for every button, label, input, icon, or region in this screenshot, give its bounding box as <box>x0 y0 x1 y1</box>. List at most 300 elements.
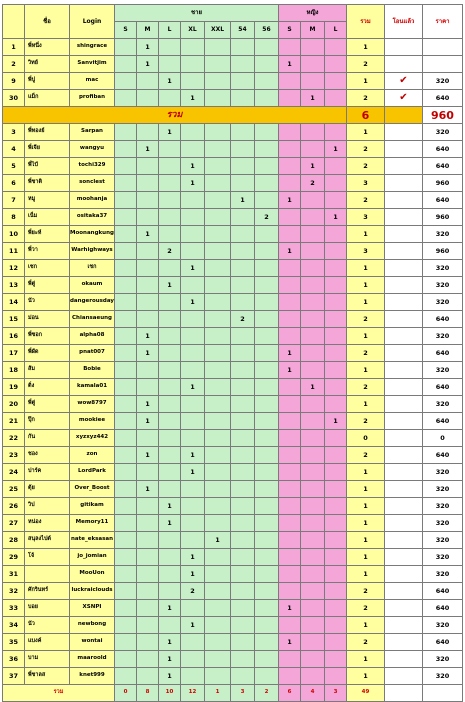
male-qty <box>204 498 230 515</box>
row-price: 960 <box>422 209 462 226</box>
row-name: หมู <box>25 192 70 209</box>
row-total: 1 <box>346 328 384 345</box>
female-qty: 1 <box>324 141 346 158</box>
male-qty <box>254 345 278 362</box>
female-qty <box>300 124 324 141</box>
male-qty <box>158 175 180 192</box>
subtotal-blank <box>384 107 422 124</box>
female-qty <box>300 481 324 498</box>
row-name: พี่เจีย <box>25 141 70 158</box>
female-qty <box>278 277 300 294</box>
male-qty: 1 <box>230 192 254 209</box>
row-price: 320 <box>422 277 462 294</box>
male-qty <box>254 396 278 413</box>
male-qty: 1 <box>136 345 158 362</box>
male-qty <box>180 243 204 260</box>
row-no: 21 <box>3 413 25 430</box>
female-qty: 1 <box>300 379 324 396</box>
row-price: 640 <box>422 413 462 430</box>
row-total: 3 <box>346 175 384 192</box>
male-qty <box>254 124 278 141</box>
female-qty <box>324 175 346 192</box>
row-no: 23 <box>3 447 25 464</box>
row-no: 6 <box>3 175 25 192</box>
row-name: ศักรินทร์ <box>25 583 70 600</box>
paid-check <box>384 532 422 549</box>
male-qty <box>230 583 254 600</box>
male-qty: 1 <box>180 549 204 566</box>
female-qty <box>324 345 346 362</box>
row-login: okaum <box>70 277 115 294</box>
male-qty <box>180 430 204 447</box>
row-total: 1 <box>346 668 384 685</box>
table-row <box>3 464 463 481</box>
male-qty <box>114 243 136 260</box>
female-qty <box>300 209 324 226</box>
male-qty <box>254 90 278 107</box>
female-qty <box>324 617 346 634</box>
paid-check <box>384 634 422 651</box>
row-no: 36 <box>3 651 25 668</box>
female-qty <box>278 515 300 532</box>
male-qty <box>158 311 180 328</box>
row-login: Memory11 <box>70 515 115 532</box>
male-qty <box>158 260 180 277</box>
male-qty <box>114 498 136 515</box>
male-qty: 1 <box>180 617 204 634</box>
header-female-size: L <box>324 22 346 39</box>
male-qty <box>204 226 230 243</box>
paid-check <box>384 600 422 617</box>
header-no <box>3 5 25 39</box>
female-qty <box>278 158 300 175</box>
male-qty <box>136 90 158 107</box>
male-qty <box>158 39 180 56</box>
row-name: พี่ตู่ <box>25 396 70 413</box>
row-price: 320 <box>422 124 462 141</box>
header-name: ชื่อ <box>25 5 70 39</box>
row-name: พี่ปู <box>25 73 70 90</box>
male-qty <box>204 56 230 73</box>
row-price: 640 <box>422 158 462 175</box>
row-no: 24 <box>3 464 25 481</box>
row-login: xyzxyz442 <box>70 430 115 447</box>
female-qty <box>300 73 324 90</box>
table-row <box>3 141 463 158</box>
row-price: 960 <box>422 175 462 192</box>
male-qty <box>254 260 278 277</box>
footer-male-sum: 8 <box>136 685 158 702</box>
male-qty: 1 <box>158 124 180 141</box>
female-qty <box>300 532 324 549</box>
female-qty <box>324 549 346 566</box>
female-qty <box>324 379 346 396</box>
female-qty <box>300 464 324 481</box>
male-qty <box>254 651 278 668</box>
row-name: บาม <box>25 651 70 668</box>
male-qty <box>114 328 136 345</box>
male-qty <box>254 617 278 634</box>
female-qty <box>300 260 324 277</box>
female-qty <box>324 532 346 549</box>
paid-check <box>384 311 422 328</box>
male-qty <box>230 447 254 464</box>
row-price: 320 <box>422 294 462 311</box>
row-no: 35 <box>3 634 25 651</box>
table-row <box>3 90 463 107</box>
female-qty <box>278 583 300 600</box>
male-qty <box>114 73 136 90</box>
male-qty <box>204 413 230 430</box>
row-price: 640 <box>422 90 462 107</box>
male-qty <box>114 566 136 583</box>
male-qty <box>136 73 158 90</box>
female-qty <box>300 430 324 447</box>
female-qty <box>324 56 346 73</box>
footer-male-sum: 10 <box>158 685 180 702</box>
female-qty <box>278 226 300 243</box>
row-name: ติ่ง <box>25 379 70 396</box>
male-qty <box>136 243 158 260</box>
row-total: 1 <box>346 277 384 294</box>
row-name: ม่อน <box>25 311 70 328</box>
table-row <box>3 651 463 668</box>
male-qty <box>230 277 254 294</box>
male-qty: 1 <box>136 447 158 464</box>
male-qty <box>114 362 136 379</box>
male-qty <box>254 379 278 396</box>
male-qty <box>158 447 180 464</box>
footer-female-sum: 4 <box>300 685 324 702</box>
male-qty <box>158 226 180 243</box>
table-row <box>3 209 463 226</box>
paid-check <box>384 243 422 260</box>
row-login: tochi329 <box>70 158 115 175</box>
female-qty <box>324 464 346 481</box>
male-qty <box>204 345 230 362</box>
row-login: mookiee <box>70 413 115 430</box>
row-price: 640 <box>422 379 462 396</box>
footer-total: 49 <box>346 685 384 702</box>
male-qty <box>114 617 136 634</box>
male-qty <box>180 498 204 515</box>
male-qty <box>114 90 136 107</box>
male-qty <box>136 583 158 600</box>
row-price: 320 <box>422 328 462 345</box>
row-price: 640 <box>422 600 462 617</box>
female-qty <box>300 447 324 464</box>
female-qty <box>324 634 346 651</box>
row-no: 32 <box>3 583 25 600</box>
footer-male-sum: 0 <box>114 685 136 702</box>
male-qty <box>114 413 136 430</box>
row-no: 17 <box>3 345 25 362</box>
male-qty <box>114 39 136 56</box>
row-total: 2 <box>346 413 384 430</box>
male-qty <box>180 651 204 668</box>
row-name: พี่ซอก <box>25 328 70 345</box>
male-qty: 2 <box>230 311 254 328</box>
male-qty <box>204 464 230 481</box>
row-name: เน็ม <box>25 209 70 226</box>
male-qty <box>254 243 278 260</box>
female-qty <box>324 243 346 260</box>
row-login: knet999 <box>70 668 115 685</box>
female-qty <box>324 39 346 56</box>
row-login: shingrace <box>70 39 115 56</box>
table-row <box>3 515 463 532</box>
row-no: 29 <box>3 549 25 566</box>
male-qty <box>230 379 254 396</box>
table-row <box>3 243 463 260</box>
male-qty <box>114 583 136 600</box>
male-qty <box>230 294 254 311</box>
female-qty <box>324 362 346 379</box>
male-qty <box>180 277 204 294</box>
female-qty <box>324 226 346 243</box>
female-qty <box>324 396 346 413</box>
row-no: 9 <box>3 73 25 90</box>
row-name <box>25 566 70 583</box>
male-qty <box>254 277 278 294</box>
row-login: Bobie <box>70 362 115 379</box>
male-qty <box>180 481 204 498</box>
male-qty <box>114 430 136 447</box>
male-qty: 1 <box>136 328 158 345</box>
male-qty <box>114 549 136 566</box>
male-qty: 1 <box>180 294 204 311</box>
male-qty <box>230 549 254 566</box>
row-price: 320 <box>422 396 462 413</box>
male-qty <box>158 328 180 345</box>
male-qty <box>254 549 278 566</box>
male-qty <box>136 532 158 549</box>
table-row <box>3 192 463 209</box>
male-qty <box>204 277 230 294</box>
footer-female-sum: 3 <box>324 685 346 702</box>
footer-price <box>422 685 462 702</box>
row-no: 19 <box>3 379 25 396</box>
male-qty <box>136 124 158 141</box>
row-login: Warhighways <box>70 243 115 260</box>
female-qty <box>278 141 300 158</box>
row-total: 1 <box>346 651 384 668</box>
row-login: Sarpan <box>70 124 115 141</box>
header-login: Login <box>70 5 115 39</box>
male-qty <box>230 396 254 413</box>
male-qty <box>114 175 136 192</box>
row-no: 37 <box>3 668 25 685</box>
male-qty <box>254 39 278 56</box>
paid-check <box>384 617 422 634</box>
male-qty <box>136 379 158 396</box>
male-qty: 2 <box>254 209 278 226</box>
male-qty <box>136 668 158 685</box>
row-no: 8 <box>3 209 25 226</box>
header-paid: โอนแล้ว <box>384 5 422 39</box>
row-total: 2 <box>346 600 384 617</box>
female-qty: 2 <box>300 175 324 192</box>
row-price: 960 <box>422 243 462 260</box>
male-qty <box>136 464 158 481</box>
female-qty <box>324 311 346 328</box>
male-qty <box>158 345 180 362</box>
male-qty <box>230 345 254 362</box>
row-name: เชก <box>25 260 70 277</box>
row-name: พี่ตู่ <box>25 277 70 294</box>
male-qty <box>136 158 158 175</box>
male-qty <box>230 158 254 175</box>
subtotal-price: 960 <box>422 107 462 124</box>
male-qty <box>114 56 136 73</box>
female-qty: 1 <box>278 192 300 209</box>
row-login: luckraiclouds <box>70 583 115 600</box>
female-qty: 1 <box>324 413 346 430</box>
male-qty: 1 <box>204 532 230 549</box>
row-price: 640 <box>422 447 462 464</box>
paid-check <box>384 226 422 243</box>
row-name: วิป <box>25 498 70 515</box>
male-qty <box>114 515 136 532</box>
table-row <box>3 328 463 345</box>
footer-male-sum: 12 <box>180 685 204 702</box>
paid-check <box>384 566 422 583</box>
male-qty <box>230 260 254 277</box>
row-no: 5 <box>3 158 25 175</box>
male-qty <box>158 209 180 226</box>
paid-check <box>384 328 422 345</box>
row-no: 31 <box>3 566 25 583</box>
male-qty: 1 <box>136 56 158 73</box>
male-qty <box>136 430 158 447</box>
male-qty <box>180 600 204 617</box>
footer-female-sum: 6 <box>278 685 300 702</box>
row-total: 1 <box>346 566 384 583</box>
row-login: alpha08 <box>70 328 115 345</box>
male-qty <box>254 515 278 532</box>
row-price: 320 <box>422 362 462 379</box>
row-name: กัน <box>25 430 70 447</box>
male-qty <box>180 124 204 141</box>
row-no: 1 <box>3 39 25 56</box>
row-total: 2 <box>346 90 384 107</box>
row-no: 26 <box>3 498 25 515</box>
male-qty <box>136 362 158 379</box>
male-qty <box>254 192 278 209</box>
male-qty <box>114 600 136 617</box>
row-name: โจ้ <box>25 549 70 566</box>
row-total: 2 <box>346 158 384 175</box>
female-qty <box>300 243 324 260</box>
male-qty <box>254 362 278 379</box>
row-no: 28 <box>3 532 25 549</box>
male-qty <box>136 566 158 583</box>
male-qty <box>230 56 254 73</box>
female-qty <box>324 583 346 600</box>
footer-row <box>3 685 463 702</box>
female-qty <box>278 260 300 277</box>
male-qty <box>114 481 136 498</box>
male-qty <box>180 141 204 158</box>
row-no: 34 <box>3 617 25 634</box>
female-qty: 1 <box>278 362 300 379</box>
male-qty <box>230 668 254 685</box>
male-qty <box>204 362 230 379</box>
female-qty <box>278 668 300 685</box>
paid-check <box>384 396 422 413</box>
table-row <box>3 345 463 362</box>
male-qty <box>180 634 204 651</box>
row-price: 320 <box>422 481 462 498</box>
row-total: 2 <box>346 447 384 464</box>
male-qty <box>230 39 254 56</box>
row-login: kamala01 <box>70 379 115 396</box>
male-qty <box>204 481 230 498</box>
row-price: 0 <box>422 430 462 447</box>
male-qty <box>254 447 278 464</box>
male-qty <box>114 294 136 311</box>
male-qty <box>254 566 278 583</box>
row-login: LordPark <box>70 464 115 481</box>
row-total: 2 <box>346 141 384 158</box>
table-row <box>3 430 463 447</box>
male-qty <box>204 73 230 90</box>
row-total: 1 <box>346 498 384 515</box>
row-total: 1 <box>346 549 384 566</box>
male-qty: 2 <box>158 243 180 260</box>
male-qty <box>180 413 204 430</box>
male-qty <box>254 175 278 192</box>
female-qty <box>300 668 324 685</box>
female-qty <box>278 90 300 107</box>
table-row <box>3 379 463 396</box>
male-qty: 1 <box>158 498 180 515</box>
male-qty <box>230 90 254 107</box>
female-qty <box>324 447 346 464</box>
table-row <box>3 226 463 243</box>
paid-check <box>384 362 422 379</box>
footer-male-sum: 3 <box>230 685 254 702</box>
male-qty <box>254 141 278 158</box>
row-name: พี่วา <box>25 243 70 260</box>
row-name: พี่ชาติ <box>25 175 70 192</box>
row-name: พี่ไป๋ <box>25 158 70 175</box>
row-name: พี่ผัด <box>25 345 70 362</box>
female-qty <box>278 73 300 90</box>
male-qty <box>254 634 278 651</box>
table-row <box>3 158 463 175</box>
female-qty: 1 <box>278 600 300 617</box>
male-qty: 1 <box>158 515 180 532</box>
paid-check <box>384 124 422 141</box>
male-qty <box>136 498 158 515</box>
male-qty: 1 <box>180 90 204 107</box>
row-no: 18 <box>3 362 25 379</box>
female-qty <box>324 158 346 175</box>
male-qty <box>114 192 136 209</box>
male-qty: 1 <box>158 277 180 294</box>
female-qty <box>278 447 300 464</box>
male-qty <box>136 175 158 192</box>
male-qty <box>158 413 180 430</box>
row-price: 320 <box>422 226 462 243</box>
male-qty: 1 <box>136 413 158 430</box>
table-body <box>3 5 463 702</box>
female-qty <box>324 481 346 498</box>
female-qty <box>278 396 300 413</box>
row-login: เชก <box>70 260 115 277</box>
male-qty <box>114 532 136 549</box>
